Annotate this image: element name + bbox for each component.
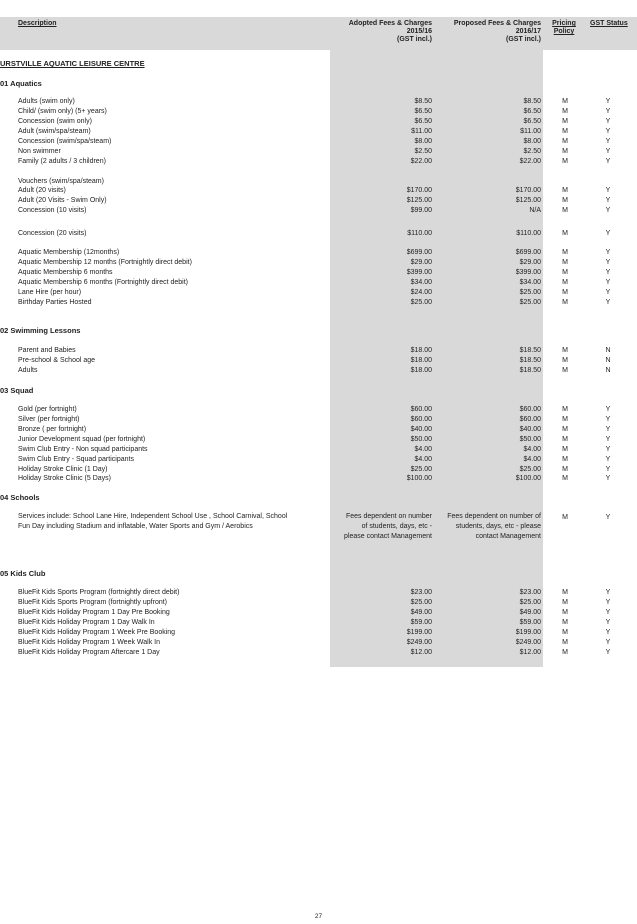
table-row (0, 229, 637, 239)
fee-description: Holiday Stroke Clinic (5 Days) (18, 475, 111, 482)
pricing-policy: M (562, 138, 568, 145)
table-row (0, 415, 637, 425)
fee-description: BlueFit Kids Holiday Program 1 Day Pre Booking (18, 609, 170, 616)
schools-gst-status: Y (605, 514, 611, 521)
fee-description: Swim Club Entry - Squad participants (18, 456, 134, 463)
gst-status: Y (605, 98, 611, 105)
adopted-fee: $49.00 (410, 609, 432, 616)
table-row (0, 588, 637, 598)
schools-adopted-fee (320, 512, 432, 542)
section-squad: 03 Squad (0, 386, 34, 395)
table-row (0, 196, 637, 206)
adopted-fee: $11.00 (411, 128, 432, 135)
fee-description: BlueFit Kids Sports Program (fortnightly upfront) (18, 599, 168, 606)
adopted-fee: $6.50 (414, 118, 432, 125)
table-row (0, 268, 637, 278)
pricing-policy: M (562, 639, 568, 646)
proposed-fee: $50.00 (519, 436, 541, 443)
fee-description: Concession (10 visits) (18, 207, 87, 214)
gst-status: Y (605, 436, 611, 443)
adopted-fee: $6.50 (414, 108, 432, 115)
adopted-fee: $25.00 (410, 599, 432, 606)
gst-status: Y (605, 249, 611, 256)
pricing-policy: M (562, 357, 568, 364)
table-row (0, 598, 637, 608)
fee-description: Adult (20 Visits - Swim Only) (18, 197, 107, 204)
proposed-fee: $249.00 (515, 639, 541, 646)
gst-status: Y (605, 466, 611, 473)
pricing-policy: M (562, 289, 568, 296)
header-description: Description (18, 20, 57, 27)
proposed-fee: N/A (529, 207, 541, 214)
gst-status: Y (605, 158, 611, 165)
table-row (0, 127, 637, 137)
adopted-fee: $125.00 (406, 197, 432, 204)
proposed-fee: $6.50 (523, 108, 541, 115)
gst-status: Y (605, 118, 611, 125)
fee-description: Pre-school & School age (18, 357, 96, 364)
schools-proposed-fee (432, 512, 541, 542)
table-row (0, 648, 637, 658)
table-row (0, 248, 637, 258)
fee-description: Lane Hire (per hour) (18, 289, 82, 296)
fee-description: Concession (20 visits) (18, 230, 87, 237)
pricing-policy: M (562, 158, 568, 165)
pricing-policy: M (562, 98, 568, 105)
fee-description: Aquatic Membership (12months) (18, 249, 120, 256)
pricing-policy: M (562, 259, 568, 266)
pricing-policy: M (562, 609, 568, 616)
adopted-fee: $199.00 (406, 629, 432, 636)
proposed-fee: $23.00 (519, 589, 541, 596)
proposed-fee: $100.00 (515, 475, 541, 482)
gst-status: Y (605, 138, 611, 145)
proposed-fee: $25.00 (519, 466, 541, 473)
pricing-policy: M (562, 128, 568, 135)
fee-description: BlueFit Kids Holiday Program Aftercare 1 Day (18, 649, 160, 656)
fee-description: Family (2 adults / 3 children) (18, 158, 106, 165)
adopted-fee: $50.00 (410, 436, 432, 443)
gst-status: Y (605, 230, 611, 237)
section-swimming-lessons: 02 Swimming Lessons (0, 326, 81, 335)
table-row (0, 147, 637, 157)
pricing-policy: M (562, 446, 568, 453)
fee-description: Aquatic Membership 6 months (18, 269, 113, 276)
schools-description (18, 512, 287, 532)
gst-status: Y (605, 456, 611, 463)
header-proposed-line1: Proposed Fees & Charges (453, 20, 541, 27)
fee-description: BlueFit Kids Holiday Program 1 Day Walk In (18, 619, 155, 626)
adopted-fee: $18.00 (410, 367, 432, 374)
adopted-fee: $4.00 (414, 456, 432, 463)
adopted-fee: $399.00 (406, 269, 432, 276)
fee-description: Vouchers (swim/spa/steam) (18, 178, 104, 185)
schools-proposed-line1: Fees dependent on number of (447, 513, 541, 520)
gst-status: Y (605, 639, 611, 646)
header-pricing-line2: Policy (553, 28, 575, 35)
gst-status: Y (605, 599, 611, 606)
pricing-policy: M (562, 249, 568, 256)
gst-status: Y (605, 406, 611, 413)
table-row (0, 288, 637, 298)
pricing-policy: M (562, 406, 568, 413)
schools-proposed-line3: contact Management (475, 533, 541, 540)
adopted-fee: $40.00 (410, 426, 432, 433)
adopted-fee: $4.00 (414, 446, 432, 453)
section-aquatics: 01 Aquatics (0, 79, 42, 88)
fee-description: Adults (swim only) (18, 98, 75, 105)
header-adopted-line2: 2015/16 (406, 28, 432, 35)
fee-description: Adults (18, 367, 38, 374)
proposed-fee: $8.50 (523, 98, 541, 105)
section-kids-club: 05 Kids Club (0, 569, 46, 578)
table-row (0, 474, 637, 484)
section-schools: 04 Schools (0, 493, 40, 502)
proposed-fee: $29.00 (519, 259, 541, 266)
table-row (0, 258, 637, 268)
table-row (0, 186, 637, 196)
table-row (0, 117, 637, 127)
proposed-fee: $18.50 (519, 357, 541, 364)
pricing-policy: M (562, 426, 568, 433)
header-pricing-line1: Pricing (552, 20, 576, 27)
table-row (0, 405, 637, 415)
table-row (0, 157, 637, 167)
table-row (0, 435, 637, 445)
gst-status: N (605, 357, 611, 364)
pricing-policy: M (562, 649, 568, 656)
pricing-policy: M (562, 466, 568, 473)
gst-status: Y (605, 426, 611, 433)
pricing-policy: M (562, 197, 568, 204)
pricing-policy: M (562, 347, 568, 354)
gst-status: Y (605, 299, 611, 306)
fee-description: BlueFit Kids Sports Program (fortnightly direct debit) (18, 589, 180, 596)
fee-description: Adult (swim/spa/steam) (18, 128, 91, 135)
gst-status: Y (605, 207, 611, 214)
gst-status: Y (605, 416, 611, 423)
table-header-background (0, 17, 637, 50)
proposed-fee: $25.00 (519, 289, 541, 296)
adopted-fee: $23.00 (410, 589, 432, 596)
fee-description: Non swimmer (18, 148, 61, 155)
adopted-fee: $170.00 (406, 187, 432, 194)
pricing-policy: M (562, 456, 568, 463)
table-row (0, 455, 637, 465)
adopted-fee: $29.00 (410, 259, 432, 266)
centre-title: URSTVILLE AQUATIC LEISURE CENTRE (0, 59, 145, 68)
adopted-fee: $699.00 (406, 249, 432, 256)
proposed-fee: $399.00 (515, 269, 541, 276)
header-proposed-line2: 2016/17 (515, 28, 541, 35)
proposed-fee: $699.00 (515, 249, 541, 256)
pricing-policy: M (562, 207, 568, 214)
proposed-fee: $170.00 (515, 187, 541, 194)
gst-status: Y (605, 269, 611, 276)
proposed-fee: $22.00 (519, 158, 541, 165)
pricing-policy: M (562, 367, 568, 374)
adopted-fee: $249.00 (406, 639, 432, 646)
adopted-fee: $60.00 (410, 416, 432, 423)
pricing-policy: M (562, 619, 568, 626)
fee-description: Junior Development squad (per fortnight) (18, 436, 146, 443)
table-row (0, 278, 637, 288)
adopted-fee: $22.00 (410, 158, 432, 165)
proposed-fee: $12.00 (519, 649, 541, 656)
gst-status: Y (605, 609, 611, 616)
proposed-fee: $2.50 (523, 148, 541, 155)
header-proposed-line3: (GST incl.) (506, 36, 541, 43)
fee-description: Aquatic Membership 12 months (Fortnightly direct debit) (18, 259, 192, 266)
proposed-fee: $25.00 (519, 599, 541, 606)
gst-status: Y (605, 148, 611, 155)
adopted-fee: $8.50 (414, 98, 432, 105)
proposed-fee: $60.00 (519, 416, 541, 423)
adopted-fee: $2.50 (414, 148, 432, 155)
header-adopted-line1: Adopted Fees & Charges (348, 20, 432, 27)
table-row (0, 425, 637, 435)
gst-status: Y (605, 446, 611, 453)
pricing-policy: M (562, 118, 568, 125)
proposed-fee: $34.00 (519, 279, 541, 286)
fee-description: Aquatic Membership 6 months (Fortnightly direct debit) (18, 279, 189, 286)
schools-description-line2: Fun Day including Stadium and inflatable, Water Sports and Gym / Aerobics (18, 523, 253, 530)
proposed-fee: $25.00 (519, 299, 541, 306)
schools-adopted-line2: of students, days, etc - (361, 523, 432, 530)
adopted-fee: $110.00 (407, 230, 432, 237)
table-row (0, 638, 637, 648)
table-row (0, 107, 637, 117)
gst-status: Y (605, 289, 611, 296)
pricing-policy: M (562, 436, 568, 443)
proposed-fee: $6.50 (523, 118, 541, 125)
fee-description: Concession (swim only) (18, 118, 92, 125)
adopted-fee: $60.00 (410, 406, 432, 413)
schools-description-line1: Services include: School Lane Hire, Independent School Use , School Carnival, School (18, 513, 288, 520)
table-row (0, 608, 637, 618)
gst-status: N (605, 347, 611, 354)
table-row (0, 137, 637, 147)
gst-status: Y (605, 279, 611, 286)
fee-description: Concession (swim/spa/steam) (18, 138, 112, 145)
schools-adopted-line3: please contact Management (344, 533, 432, 540)
header-adopted-line3: (GST incl.) (397, 36, 432, 43)
proposed-fee: $60.00 (519, 406, 541, 413)
fee-description: Swim Club Entry - Non squad participants (18, 446, 148, 453)
proposed-fee: $11.00 (520, 128, 541, 135)
proposed-fee: $110.00 (516, 230, 541, 237)
pricing-policy: M (562, 230, 568, 237)
gst-status: Y (605, 259, 611, 266)
adopted-fee: $25.00 (410, 466, 432, 473)
pricing-policy: M (562, 187, 568, 194)
adopted-fee: $34.00 (410, 279, 432, 286)
fee-description: Silver (per fortnight) (18, 416, 80, 423)
adopted-fee: $24.00 (410, 289, 432, 296)
pricing-policy: M (562, 475, 568, 482)
adopted-fee: $25.00 (410, 299, 432, 306)
page-number: 27 (314, 913, 323, 920)
pricing-policy: M (562, 148, 568, 155)
pricing-policy: M (562, 269, 568, 276)
fee-description: Birthday Parties Hosted (18, 299, 92, 306)
adopted-fee: $12.00 (410, 649, 432, 656)
fee-description: BlueFit Kids Holiday Program 1 Week Pre Booking (18, 629, 176, 636)
gst-status: N (605, 367, 611, 374)
pricing-policy: M (562, 279, 568, 286)
table-row (0, 346, 637, 356)
adopted-fee: $18.00 (410, 357, 432, 364)
proposed-fee: $40.00 (519, 426, 541, 433)
header-gst-status: GST Status (590, 20, 628, 27)
proposed-fee: $125.00 (515, 197, 541, 204)
proposed-fee: $59.00 (519, 619, 541, 626)
table-row (0, 97, 637, 107)
pricing-policy: M (562, 629, 568, 636)
fee-description: Gold (per fortnight) (18, 406, 77, 413)
fee-description: Bronze ( per fortnight) (18, 426, 87, 433)
table-row (0, 618, 637, 628)
schools-adopted-line1: Fees dependent on number (345, 513, 432, 520)
pricing-policy: M (562, 599, 568, 606)
table-row (0, 206, 637, 216)
table-row (0, 366, 637, 376)
gst-status: Y (605, 187, 611, 194)
fee-description: Parent and Babies (18, 347, 76, 354)
schools-proposed-line2: students, days, etc - please (455, 523, 541, 530)
fee-description: Child/ (swim only) (5+ years) (18, 108, 107, 115)
proposed-fee: $199.00 (515, 629, 541, 636)
gst-status: Y (605, 128, 611, 135)
gst-status: Y (605, 108, 611, 115)
proposed-fee: $18.50 (519, 367, 541, 374)
adopted-fee: $99.00 (410, 207, 432, 214)
fee-description: Adult (20 visits) (18, 187, 66, 194)
adopted-fee: $18.00 (410, 347, 432, 354)
adopted-fee: $8.00 (414, 138, 432, 145)
schools-pricing-policy: M (562, 514, 568, 521)
table-row (0, 445, 637, 455)
pricing-policy: M (562, 299, 568, 306)
table-row (0, 298, 637, 308)
proposed-fee: $4.00 (523, 446, 541, 453)
proposed-fee: $8.00 (523, 138, 541, 145)
gst-status: Y (605, 475, 611, 482)
proposed-fee: $4.00 (523, 456, 541, 463)
gst-status: Y (605, 649, 611, 656)
adopted-fee: $59.00 (410, 619, 432, 626)
fee-description: Holiday Stroke Clinic (1 Day) (18, 466, 108, 473)
table-row (0, 356, 637, 366)
pricing-policy: M (562, 108, 568, 115)
pricing-policy: M (562, 416, 568, 423)
gst-status: Y (605, 589, 611, 596)
proposed-fee: $18.50 (519, 347, 541, 354)
gst-status: Y (605, 619, 611, 626)
adopted-fee: $100.00 (406, 475, 432, 482)
table-row (0, 628, 637, 638)
gst-status: Y (605, 197, 611, 204)
gst-status: Y (605, 629, 611, 636)
proposed-fee: $49.00 (519, 609, 541, 616)
pricing-policy: M (562, 589, 568, 596)
fee-description: BlueFit Kids Holiday Program 1 Week Walk In (18, 639, 160, 646)
